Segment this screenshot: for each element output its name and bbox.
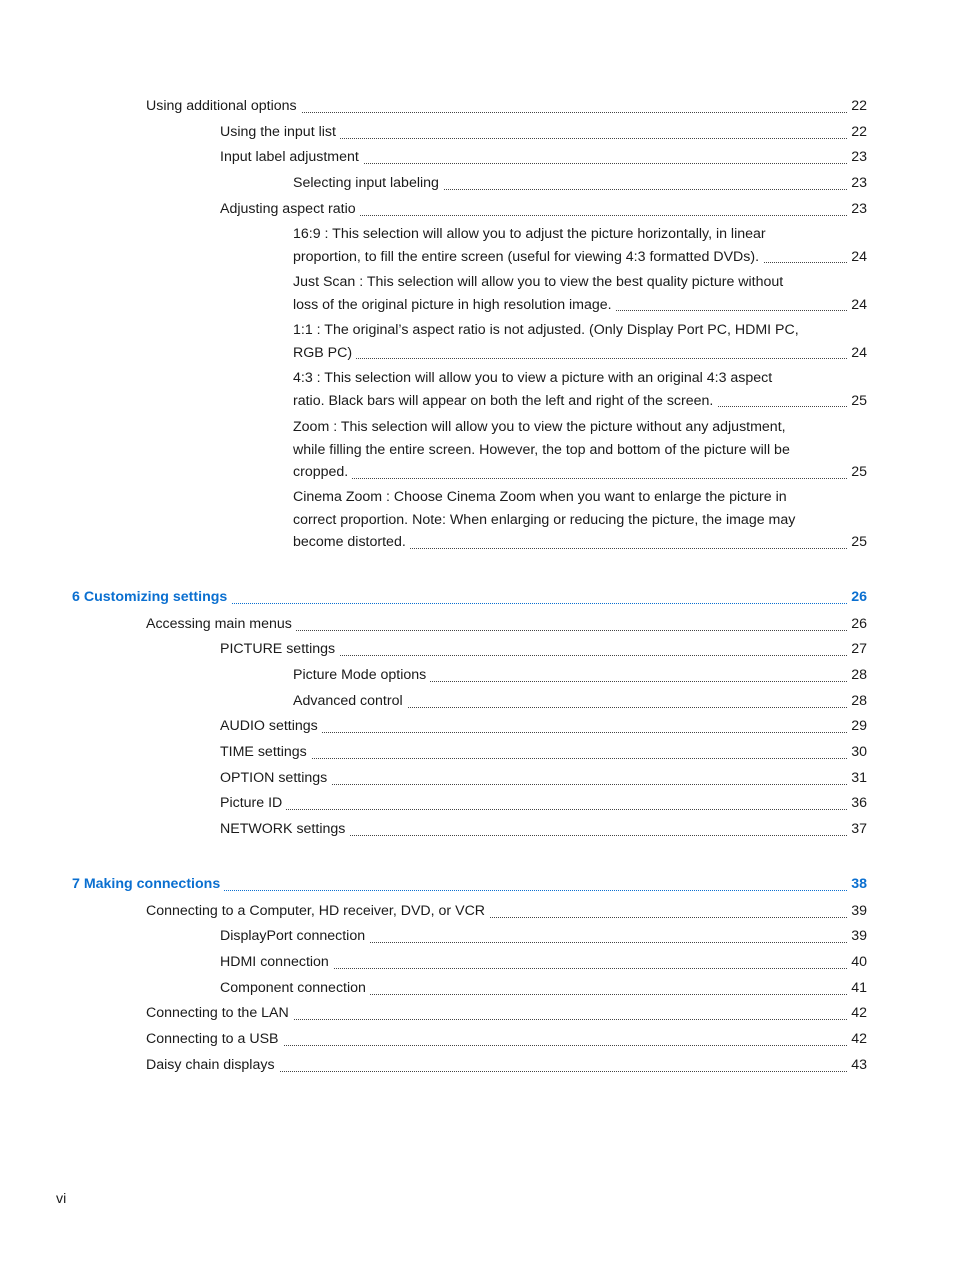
toc-entry[interactable] [146,1028,867,1051]
toc-entry[interactable] [146,900,867,923]
toc-entry[interactable] [220,638,867,661]
toc-entry-page: 28 [851,667,867,683]
toc-entry-title: Connecting to a Computer, HD receiver, DVD, or VCR [146,903,489,919]
toc-entry-page: 43 [851,1057,867,1073]
toc-entry-page: 42 [851,1005,867,1021]
toc-entry-title: PICTURE settings [220,641,339,657]
toc-entry-title: Using the input list [220,124,340,140]
toc-entry-page: 26 [851,616,867,632]
toc-entry-title: Daisy chain displays [146,1057,279,1073]
toc-entry-page: 25 [851,392,867,409]
toc-entry-title: Input label adjustment [220,149,363,165]
toc-entry[interactable] [293,416,867,484]
toc-entry[interactable] [293,486,867,554]
toc-entry[interactable] [220,818,867,841]
toc-entry-page: 24 [851,248,867,265]
toc-entry-page: 31 [851,770,867,786]
toc-entry-title: Accessing main menus [146,616,296,632]
toc-chapter-page: 26 [851,589,867,605]
toc-entry[interactable] [293,319,867,364]
toc-entry-page: 41 [851,980,867,996]
toc-entry[interactable] [220,792,867,815]
toc-entry-page: 37 [851,821,867,837]
toc-entry-title: Picture Mode options [293,667,430,683]
toc-entry-page: 24 [851,344,867,361]
toc-entry-page: 40 [851,954,867,970]
toc-entry-title: ratio. Black bars will appear on both the left and right of the screen. [293,393,717,409]
toc-entry[interactable] [220,977,867,1000]
toc-chapter-7[interactable] [72,873,867,896]
toc-chapter-title: 7 Making connections [72,876,224,892]
toc-entry[interactable] [293,271,867,316]
toc-entry-page: 29 [851,718,867,734]
toc-entry-line: 1:1 : The original’s aspect ratio is not adjusted. (Only Display Port PC, HDMI PC, [293,322,799,338]
toc-entry[interactable] [220,198,867,221]
toc-entry-title: Advanced control [293,693,407,709]
toc-entry[interactable] [220,121,867,144]
toc-entry-line: 4:3 : This selection will allow you to view a picture with an original 4:3 aspect [293,370,773,386]
toc-entry-title: Adjusting aspect ratio [220,201,360,217]
toc-entry[interactable] [220,741,867,764]
toc-entry[interactable] [220,146,867,169]
toc-entry-page: 22 [851,98,867,114]
toc-entry-page: 36 [851,795,867,811]
toc-entry[interactable] [293,223,867,268]
toc-entry-page: 25 [851,464,867,481]
toc-entry[interactable] [220,925,867,948]
toc-entry-page: 23 [851,175,867,191]
toc-chapter-title: 6 Customizing settings [72,589,231,605]
toc-entry-page: 39 [851,903,867,919]
toc-entry[interactable] [146,95,867,118]
toc-entry-page: 24 [851,296,867,313]
toc-entry-title: OPTION settings [220,770,331,786]
toc-entry-title: Component connection [220,980,370,996]
toc-entry[interactable] [146,1054,867,1077]
toc-entry-page: 23 [851,149,867,165]
toc-entry-title: proportion, to fill the entire screen (useful for viewing 4:3 formatted DVDs). [293,249,763,265]
toc-chapter-6[interactable] [72,586,867,609]
toc-entry[interactable] [146,1002,867,1025]
toc-entry-title: NETWORK settings [220,821,349,837]
toc-entry-title: TIME settings [220,744,311,760]
toc-entry-title: AUDIO settings [220,718,322,734]
toc-chapter-page: 38 [851,876,867,892]
toc-entry-line: Just Scan : This selection will allow you to view the best quality picture without [293,274,784,290]
toc-entry-page: 30 [851,744,867,760]
toc-entry[interactable] [293,664,867,687]
toc-entry-title: Using additional options [146,98,301,114]
toc-entry-page: 23 [851,201,867,217]
toc-entry-line: Zoom : This selection will allow you to view the picture without any adjustment, [293,419,786,435]
toc-entry-title: Connecting to a USB [146,1031,283,1047]
toc-entry-line: Cinema Zoom : Choose Cinema Zoom when you want to enlarge the picture in [293,489,787,505]
toc-entry-page: 39 [851,928,867,944]
toc-entry-page: 25 [851,534,867,551]
toc-entry-title: Picture ID [220,795,286,811]
toc-entry-page: 22 [851,124,867,140]
toc-entry-title: Connecting to the LAN [146,1005,293,1021]
toc-entry-page: 28 [851,693,867,709]
toc-entry-title: become distorted. [293,534,410,550]
toc-entry[interactable] [293,690,867,713]
toc-entry-line: correct proportion. Note: When enlarging or reducing the picture, the image may [293,511,796,528]
toc-entry-page: 42 [851,1031,867,1047]
toc-entry-line: 16:9 : This selection will allow you to adjust the picture horizontally, in linear [293,226,766,242]
toc-entry[interactable] [293,172,867,195]
toc-entry[interactable] [220,767,867,790]
toc-entry-title: HDMI connection [220,954,333,970]
toc-entry-title: DisplayPort connection [220,928,369,944]
toc-entry[interactable] [293,367,867,412]
toc-entry-title: cropped. [293,464,352,480]
toc-entry[interactable] [220,715,867,738]
toc-entry[interactable] [146,613,867,636]
toc-entry-line: while filling the entire screen. However, the top and bottom of the picture will be [293,441,790,458]
toc-entry-title: Selecting input labeling [293,175,443,191]
toc-entry[interactable] [220,951,867,974]
page-number: vi [56,1191,67,1207]
toc-entry-title: RGB PC) [293,345,356,361]
toc-entry-page: 27 [851,641,867,657]
toc-entry-title: loss of the original picture in high resolution image. [293,297,616,313]
